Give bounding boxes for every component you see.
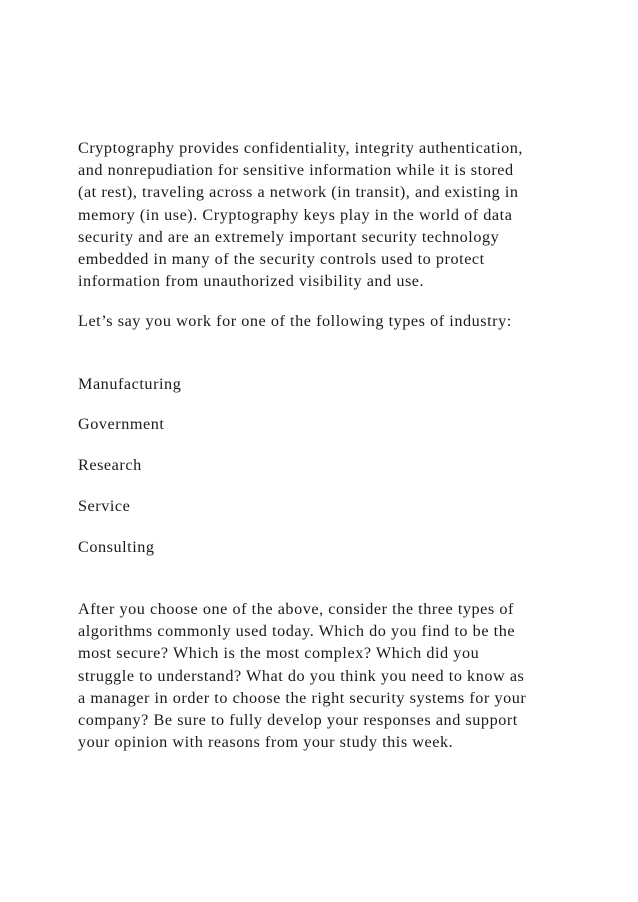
industry-item-manufacturing: Manufacturing (78, 374, 182, 393)
text-line: most secure? Which is the most complex? Which did you (78, 644, 480, 663)
industry-item-government: Government (78, 415, 165, 434)
text-line: After you choose one of the above, consider the three types of (78, 599, 514, 618)
text-line: struggle to understand? What do you think you need to know as (78, 666, 525, 685)
industry-item-research: Research (78, 456, 142, 475)
text-line: Let’s say you work for one of the following types of industry: (78, 312, 512, 331)
text-line: (at rest), traveling across a network (in transit), and existing in (78, 183, 519, 202)
document-body (78, 137, 598, 753)
text-line: security and are an extremely important security technology (78, 227, 500, 246)
industry-prompt (78, 310, 598, 332)
text-line: company? Be sure to fully develop your responses and support (78, 710, 518, 729)
text-line: and nonrepudiation for sensitive information while it is stored (78, 161, 514, 180)
text-line: Cryptography provides confidentiality, integrity authentication, (78, 139, 524, 157)
industry-list (78, 373, 598, 558)
intro-paragraph (78, 137, 598, 292)
industry-item-service: Service (78, 496, 131, 515)
text-line: memory (in use). Cryptography keys play in the world of data (78, 205, 513, 224)
text-line: your opinion with reasons from your study this week. (78, 733, 454, 752)
text-line: a manager in order to choose the right security systems for your (78, 688, 527, 707)
text-line: algorithms commonly used today. Which do you find to be the (78, 622, 516, 641)
assignment-paragraph (78, 598, 598, 753)
industry-item-consulting: Consulting (78, 537, 155, 556)
text-line: embedded in many of the security controls used to protect (78, 250, 485, 269)
text-line: information from unauthorized visibility and use. (78, 272, 425, 291)
